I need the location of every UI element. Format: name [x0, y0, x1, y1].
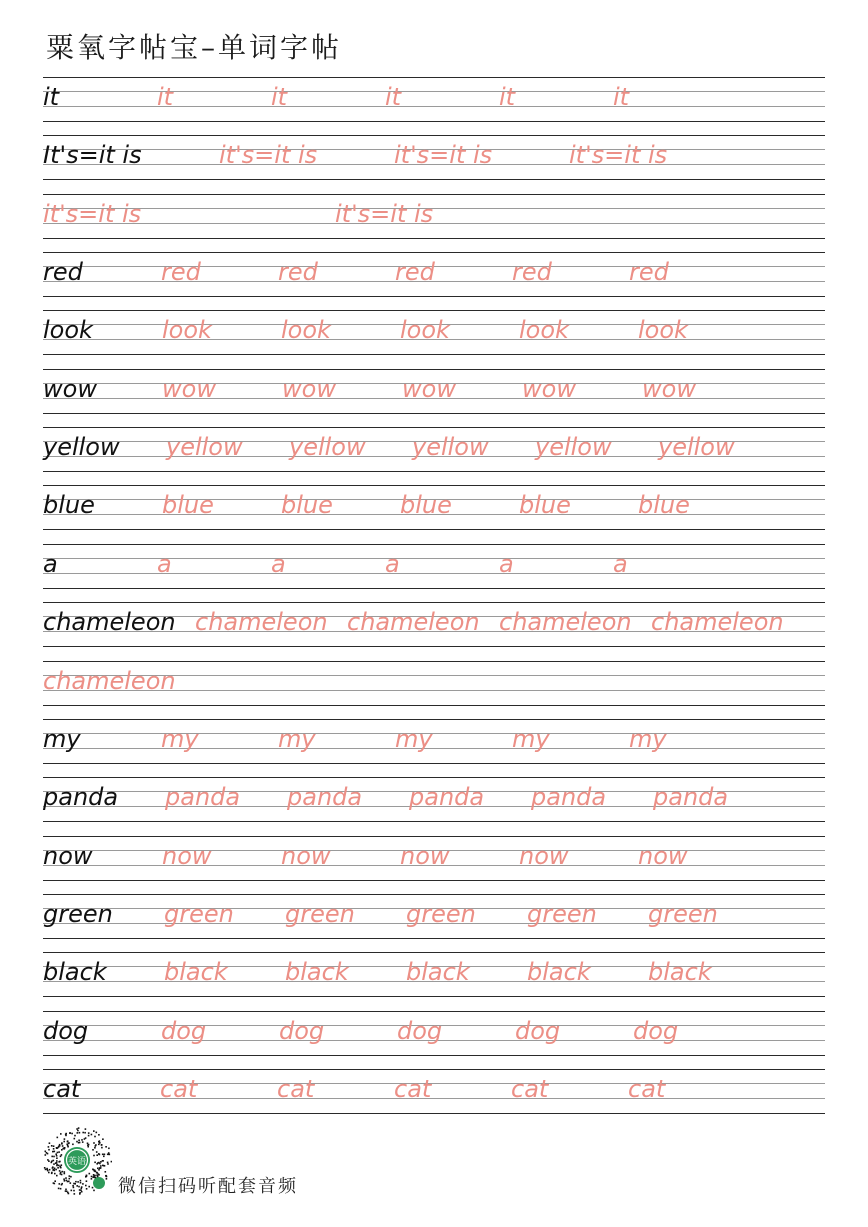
trace-word: dog	[515, 1016, 561, 1045]
trace-word: dog	[161, 1016, 207, 1045]
ruling-line	[43, 135, 825, 136]
trace-word: it's=it is	[569, 141, 668, 170]
ruling-line	[43, 121, 825, 122]
trace-word: my	[512, 724, 550, 753]
ruling-line	[43, 705, 825, 706]
trace-word: dog	[633, 1016, 679, 1045]
trace-word: cat	[394, 1074, 432, 1103]
trace-word: it's=it is	[335, 199, 434, 228]
trace-word: yellow	[535, 433, 612, 462]
trace-word: blue	[162, 491, 214, 520]
ruling-line	[43, 894, 825, 895]
writing-row	[43, 427, 825, 472]
trace-word: green	[527, 899, 597, 928]
ruling-line	[43, 777, 825, 778]
trace-word: my	[395, 724, 433, 753]
trace-word: look	[162, 316, 212, 345]
ruling-line	[43, 1055, 825, 1056]
trace-word: red	[512, 258, 552, 287]
trace-word: panda	[531, 783, 607, 812]
model-word: now	[43, 841, 93, 870]
trace-word: a	[499, 549, 514, 578]
trace-word: it	[499, 83, 516, 111]
trace-word: it	[271, 83, 288, 111]
trace-word: black	[164, 958, 228, 987]
qr-badge-label: 英语	[67, 1157, 87, 1167]
ruling-line	[43, 1069, 825, 1070]
trace-word: green	[285, 899, 355, 928]
ruling-line	[43, 938, 825, 939]
trace-word: wow	[162, 374, 216, 403]
model-word: a	[43, 549, 58, 578]
writing-row	[43, 194, 825, 239]
ruling-line	[43, 471, 825, 472]
writing-row	[43, 719, 825, 764]
footer-audio-hint: 微信扫码听配套音频	[118, 1176, 298, 1197]
trace-word: it's=it is	[43, 199, 142, 228]
ruling-line	[43, 821, 825, 822]
trace-word: it's=it is	[219, 141, 318, 170]
trace-word: a	[271, 549, 286, 578]
ruling-line	[43, 646, 825, 647]
writing-row	[43, 77, 825, 122]
writing-row	[43, 602, 825, 647]
trace-word: it's=it is	[394, 141, 493, 170]
trace-word: yellow	[166, 433, 243, 462]
ruling-line	[43, 310, 825, 311]
ruling-line	[43, 763, 825, 764]
ruling-line	[43, 952, 825, 953]
ruling-line	[43, 179, 825, 180]
trace-word: a	[157, 549, 172, 578]
trace-word: cat	[511, 1074, 549, 1103]
model-word: black	[43, 958, 107, 987]
writing-row	[43, 952, 825, 997]
ruling-line	[43, 996, 825, 997]
ruling-line	[43, 588, 825, 589]
ruling-line	[43, 208, 825, 209]
trace-word: cat	[277, 1074, 315, 1103]
writing-row	[43, 1069, 825, 1114]
trace-word: blue	[638, 491, 690, 520]
trace-word: blue	[281, 491, 333, 520]
ruling-line	[43, 223, 825, 224]
model-word: blue	[43, 491, 95, 520]
ruling-line	[43, 529, 825, 530]
ruling-line	[43, 836, 825, 837]
trace-word: yellow	[412, 433, 489, 462]
trace-word: black	[406, 958, 470, 987]
writing-row	[43, 369, 825, 414]
ruling-line	[43, 369, 825, 370]
trace-word: my	[161, 724, 199, 753]
trace-word: cat	[628, 1074, 666, 1103]
trace-word: dog	[279, 1016, 325, 1045]
trace-word: now	[400, 841, 450, 870]
trace-word: wow	[402, 374, 456, 403]
trace-word: my	[629, 724, 667, 753]
trace-word: wow	[522, 374, 576, 403]
ruling-line	[43, 602, 825, 603]
trace-word: cat	[160, 1074, 198, 1103]
trace-word: chameleon	[195, 608, 328, 637]
trace-word: red	[395, 258, 435, 287]
trace-word: red	[161, 258, 201, 287]
trace-word: red	[278, 258, 318, 287]
trace-word: yellow	[658, 433, 735, 462]
model-word: It's=it is	[43, 141, 142, 170]
ruling-line	[43, 77, 825, 78]
writing-row	[43, 544, 825, 589]
trace-word: chameleon	[347, 608, 480, 637]
ruling-line	[43, 719, 825, 720]
trace-word: black	[648, 958, 712, 987]
ruling-line	[43, 427, 825, 428]
writing-row	[43, 485, 825, 530]
ruling-line	[43, 661, 825, 662]
trace-word: look	[400, 316, 450, 345]
ruling-line	[43, 413, 825, 414]
trace-word: a	[385, 549, 400, 578]
page-title: 粟氧字帖宝–单词字帖	[46, 31, 343, 64]
writing-row	[43, 836, 825, 881]
ruling-line	[43, 238, 825, 239]
trace-word: panda	[287, 783, 363, 812]
trace-word: chameleon	[499, 608, 632, 637]
trace-word: look	[519, 316, 569, 345]
trace-word: it	[385, 83, 402, 111]
trace-word: my	[278, 724, 316, 753]
ruling-line	[43, 194, 825, 195]
trace-word: dog	[397, 1016, 443, 1045]
model-word: wow	[43, 374, 97, 403]
ruling-line	[43, 252, 825, 253]
trace-word: it	[613, 83, 630, 111]
trace-word: red	[629, 258, 669, 287]
trace-word: green	[648, 899, 718, 928]
ruling-line	[43, 296, 825, 297]
trace-word: it	[157, 83, 174, 111]
trace-word: blue	[400, 491, 452, 520]
ruling-line	[43, 1113, 825, 1114]
trace-word: black	[285, 958, 349, 987]
writing-row	[43, 310, 825, 355]
writing-row	[43, 252, 825, 297]
trace-word: panda	[409, 783, 485, 812]
model-word: green	[43, 899, 113, 928]
trace-word: panda	[653, 783, 729, 812]
trace-word: chameleon	[651, 608, 784, 637]
ruling-line	[43, 880, 825, 881]
trace-word: black	[527, 958, 591, 987]
trace-word: green	[164, 899, 234, 928]
trace-word: chameleon	[43, 666, 176, 695]
ruling-line	[43, 544, 825, 545]
model-word: red	[43, 258, 83, 287]
model-word: look	[43, 316, 93, 345]
model-word: chameleon	[43, 608, 176, 637]
trace-word: now	[638, 841, 688, 870]
writing-row	[43, 661, 825, 706]
trace-word: yellow	[289, 433, 366, 462]
writing-row	[43, 894, 825, 939]
trace-word: look	[281, 316, 331, 345]
model-word: it	[43, 83, 60, 111]
writing-row	[43, 777, 825, 822]
trace-word: now	[281, 841, 331, 870]
model-word: yellow	[43, 433, 120, 462]
trace-word: now	[519, 841, 569, 870]
model-word: panda	[43, 783, 119, 812]
ruling-line	[43, 1011, 825, 1012]
model-word: my	[43, 724, 81, 753]
trace-word: look	[638, 316, 688, 345]
trace-word: blue	[519, 491, 571, 520]
qr-code-icon[interactable]	[42, 1126, 112, 1196]
ruling-line	[43, 485, 825, 486]
trace-word: green	[406, 899, 476, 928]
model-word: dog	[43, 1016, 89, 1045]
trace-word: a	[613, 549, 628, 578]
footer	[42, 1126, 342, 1198]
trace-word: now	[162, 841, 212, 870]
trace-word: panda	[165, 783, 241, 812]
trace-word: wow	[282, 374, 336, 403]
writing-row	[43, 1011, 825, 1056]
ruling-line	[43, 354, 825, 355]
trace-word: wow	[642, 374, 696, 403]
writing-row	[43, 135, 825, 180]
model-word: cat	[43, 1074, 81, 1103]
